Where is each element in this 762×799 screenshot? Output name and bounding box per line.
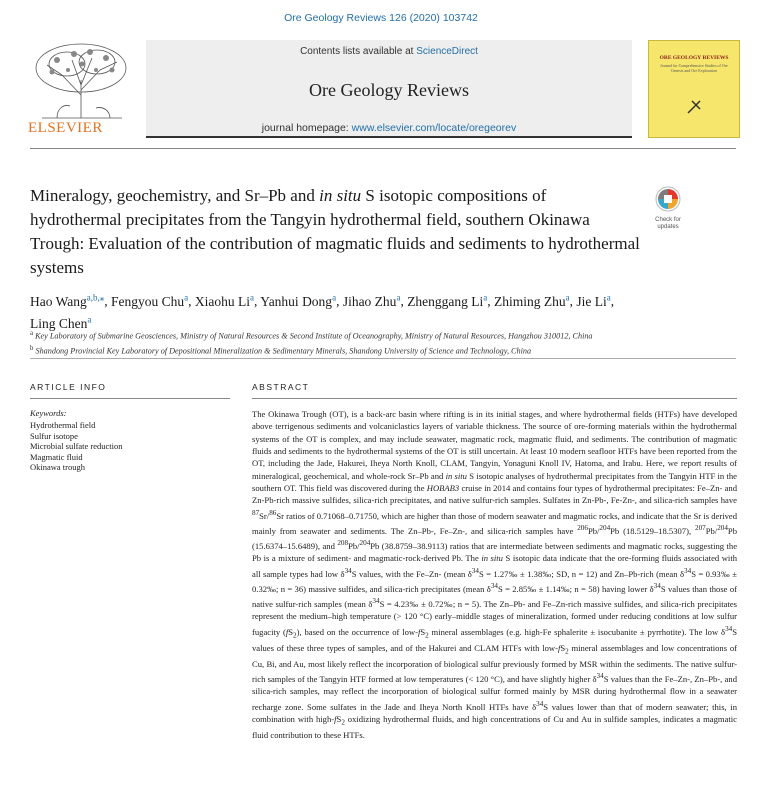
- keywords-label: Keywords:: [30, 408, 67, 418]
- author-name[interactable]: Zhiming Zhu$^a$: [494, 292, 570, 309]
- author-name[interactable]: Jie Li$^a$: [576, 292, 611, 309]
- journal-cover-image[interactable]: [648, 40, 740, 138]
- publisher-name[interactable]: ELSEVIER: [28, 120, 103, 136]
- author-name[interactable]: Ling Chen$^a$: [30, 314, 92, 331]
- crossmark-label-1: Check for: [655, 217, 681, 223]
- contents-available-line: [146, 46, 632, 57]
- journal-reference[interactable]: Ore Geology Reviews 126 (2020) 103742: [284, 12, 478, 24]
- keyword-item[interactable]: Microbial sulfate reduction: [30, 441, 123, 451]
- crossmark-label-2: updates: [657, 224, 679, 230]
- homepage-link[interactable]: www.elsevier.com/locate/oregeorev: [351, 122, 517, 134]
- abstract-rule: [252, 398, 737, 399]
- contents-prefix: Contents lists available at: [300, 46, 417, 57]
- author-name[interactable]: Xiaohu Li$^a$: [194, 292, 255, 309]
- abstract-text: The Okinawa Trough (OT), is a back-arc basin where rifting is in its initial stages, and where hydrothermal fields (HTFs) have developed above terrigenous sediments and volcaniclastics layers of variable thickness. The source of ore-forming materials within the hydrothermal systems of the OT is complex, and may include seawater, magmatic rock, magmatic fluid, and sediments. The contribution of magmatic fluids and sediments to the hydrothermal systems of the OT is still uncertain. At least 10 modern seafloor HTFs have been reported from the OT, including the Jade, Hakurei, Iheya North Knoll, CLAM, Tangyin, Yonaguni Knoll IV, Hatoma, and Irabu. Here, we report results of mineralogical, geochemical, and whole-rock Sr–Pb and in situ S isotopic analyses of hydrothermal precipitates from the Tangyin HTF in the southern OT. This field was discovered during the HOBAB3 cruise in 2014 and contains four types of hydrothermal precipitates: Fe–Zn- and Zn-Pb-rich massive sulfides, silica-rich precipitates, and native sulfur-rich samples. Sulfates in Zn-Pb-, Fe-Zn-, and silica-rich samples have $^{87}$Sr/$^{86}$Sr ratios of 0.71068–0.71750, which are higher than those of modern seawater and magmatic rocks, and indicate that the Sr is derived mainly from seawater and sediments. The Zn–Pb-, Fe–Zn-, and silica-rich samples have $^{206}$Pb/$^{204}$Pb (18.5129–18.5307), $^{207}$Pb/$^{204}$Pb (15.6374–15.6489), and $^{208}$Pb/$^{204}$Pb (38.8759–38.9113) ratios that are intermediate between sediments and magmatic rocks, suggesting the Pb is a mixture of sediment- and magmatic-rock-derived Pb. The in situ S isotopic data indicate that the ore-forming fluids associated with all sample types had low $\delta^{34}S$ values, with the Fe–Zn- (mean $\delta^{34}S$ = 1.27‰ ± 1.38‰; SD, n = 12) and Zn–Pb-rich (mean $\delta^{34}S$ = 0.93‰ ± 0.32‰; n = 36) massive sulfides, and silica-rich precipitates (mean $\delta^{34}S$ = 2.85‰ ± 1.14‰; n = 58) having lower $\delta^{34}S$ values than those of native sulfur-rich samples (mean $\delta^{34}S$ = 4.23‰ ± 0.72‰; n = 5). The Zn–Pb- and Fe–Zn-rich massive sulfides, and silica-rich precipitates represent the medium–high temperature (> 120 °C) early–middle stages of mineralization, formed under reducing conditions at low sulfur fugacity $(fS_2)$, based on the occurrence of low-$fS_2$ mineral assemblages (e.g. high-Fe sphalerite ± isocubanite ± pyrrhotite). The low $\delta^{34}S$ values of these three types of samples, and of the Hakurei and CLAM HTFs with low-$fS_2$ mineral assemblages and low concentrations of Cu, Bi, and Au, most likely reflect the incorporation of biological sulfur previously formed by MSR within the sediments. The native sulfur-rich samples of the Tangyin HTF formed at low temperatures (< 120 °C), and have slightly higher $\delta^{34}S$ values than the Fe–Zn-, Zn–Pb-, and silica-rich samples, may reflect the incorporation of biological sulfur formed mainly by MSR during hydrothermal flow in a seawater recharge zone. Some sulfates in the Jade and Iheya North Knoll HTFs have $\delta^{34}S$ values lower than that of modern seawater; this, in combination with high-$fS_2$ oxidizing hydrothermal fluids, and high concentrations of Cu and Au in sulfide samples, indicates a magmatic fluid contribution to these HTFs.: [252, 409, 738, 740]
- author-name[interactable]: Yanhui Dong$^a$: [260, 292, 337, 309]
- abstract-body: [252, 408, 737, 741]
- keyword-item[interactable]: Sulfur isotope: [30, 430, 78, 441]
- corresponding-author-mark[interactable]: ⁎: [99, 292, 105, 302]
- author-name[interactable]: Fengyou Chu$^a$: [111, 292, 189, 309]
- keyword-list: [30, 420, 230, 473]
- title-part-2: S isotopic compositions of hydrothermal precipitates from the Tangyin hydrothermal field, southern Okinawa Trough: Evaluation of the contribution of magmatic fluids and sediments to hydrothermal systems: [30, 186, 640, 277]
- keyword-item[interactable]: Hydrothermal field: [30, 420, 96, 430]
- affiliation-b: $^b$ Shandong Provincial Key Laboratory of Depositional Mineralization & Sedimentary Minerals, Shandong University of Science and Technology, China: [30, 344, 532, 356]
- keyword-item[interactable]: Magmatic fluid: [30, 451, 83, 462]
- abstract-heading: ABSTRACT: [252, 382, 310, 392]
- author-name[interactable]: Hao Wang$^{a,b,⁎}$: [30, 292, 105, 309]
- article-title: [30, 184, 640, 280]
- homepage-prefix: journal homepage:: [261, 122, 352, 134]
- title-italic: in situ: [319, 186, 362, 205]
- cover-subtitle: Journal for Comprehensive Studies of Ore Genesis and Ore Exploration: [660, 63, 728, 73]
- affiliation-divider: [30, 358, 736, 359]
- journal-name: Ore Geology Reviews: [309, 80, 469, 100]
- affiliation-a: $^a$ Key Laboratory of Submarine Geosciences, Ministry of Natural Resources & Second Institute of Oceanography, Ministry of Natural Resources, Hangzhou 310012, China: [30, 330, 593, 341]
- affiliations: [30, 328, 740, 357]
- title-part-1: Mineralogy, geochemistry, and Sr–Pb and: [30, 186, 320, 205]
- cover-title: ORE GEOLOGY REVIEWS: [659, 55, 729, 61]
- author-name[interactable]: Zhenggang Li$^a$: [407, 292, 488, 309]
- journal-header-box: [146, 40, 632, 138]
- hammer-icon: [686, 99, 702, 115]
- homepage-line: [146, 122, 632, 134]
- header-divider: [30, 148, 736, 149]
- sciencedirect-link[interactable]: ScienceDirect: [416, 46, 478, 57]
- crossmark-icon: [655, 186, 681, 212]
- article-info-rule: [30, 398, 230, 399]
- author-name[interactable]: Jihao Zhu$^a$: [342, 292, 401, 309]
- keyword-item[interactable]: Okinawa trough: [30, 462, 86, 472]
- author-list: Hao Wang$^{a,b,⁎}$, Fengyou Chu$^a$, Xiaohu Li$^a$, Yanhui Dong$^a$, Jihao Zhu$^a$, Zhenggang Li$^a$, Zhiming Zhu$^a$, Jie Li$^a$, Ling Chen$^a$: [30, 292, 615, 331]
- check-for-updates-button[interactable]: [648, 186, 688, 231]
- article-info-heading: ARTICLE INFO: [30, 382, 107, 392]
